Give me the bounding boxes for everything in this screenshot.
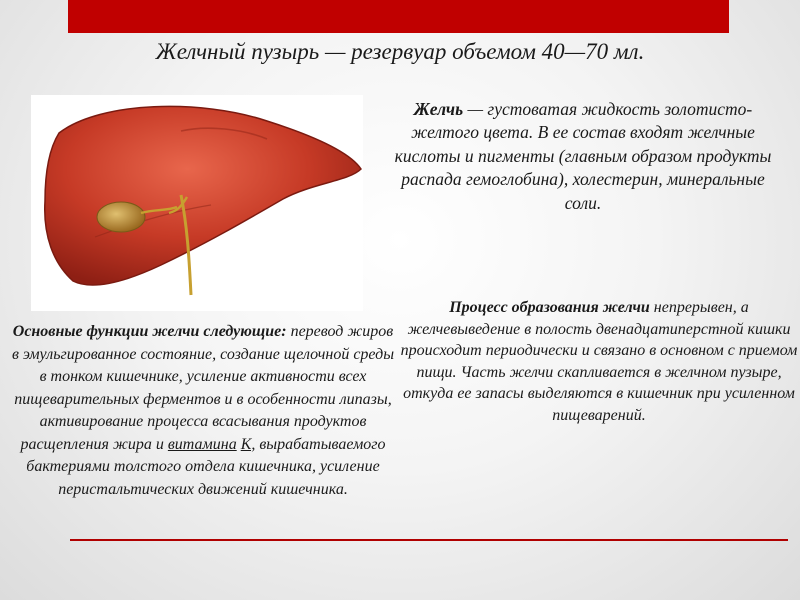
bile-process-paragraph <box>398 297 800 426</box>
functions-text-after: вырабатываемого бактериями толстого отдела кишечника, усиление перистальтических движений кишечника. <box>26 435 386 498</box>
liver-gallbladder-icon <box>31 95 363 311</box>
bile-functions-paragraph <box>8 321 398 501</box>
bile-definition <box>383 98 783 215</box>
bile-definition-text: — густоватая жидкость золотисто-желтого цвета. В ее состав входят желчные кислоты и пигменты (главным образом продукты распада гемоглобина), холестерин, минеральные соли. <box>394 99 772 213</box>
vitamin-k-link[interactable]: К, <box>240 435 256 453</box>
vitamin-link[interactable]: витамина <box>167 435 237 453</box>
process-term: Процесс образования желчи <box>449 299 650 316</box>
slide-title: Желчный пузырь — резервуар объемом 40—70 мл. <box>155 39 645 64</box>
bile-term: Желчь <box>413 99 464 119</box>
process-text: непрерывен, а желчевыведение в полость двенадцатиперстной кишки происходит периодически и связано в основном с приемом пищи. Часть желчи скапливается в желчном пузыре, откуда ее запасы выделяются в кишечник при усиленном пищеварений. <box>400 299 798 424</box>
top-accent-bar <box>68 0 729 33</box>
functions-text-before: перевод жиров в эмульгированное состояние, создание щелочной среды в тонком кишечнике, усиление активности всех пищеварительных ферментов и в особенности липазы, активирование процесса всасывания продуктов расщепления жира и <box>11 323 395 453</box>
functions-heading: Основные функции желчи следующие: <box>12 323 287 340</box>
bottom-divider <box>70 539 788 541</box>
liver-illustration <box>31 95 363 311</box>
